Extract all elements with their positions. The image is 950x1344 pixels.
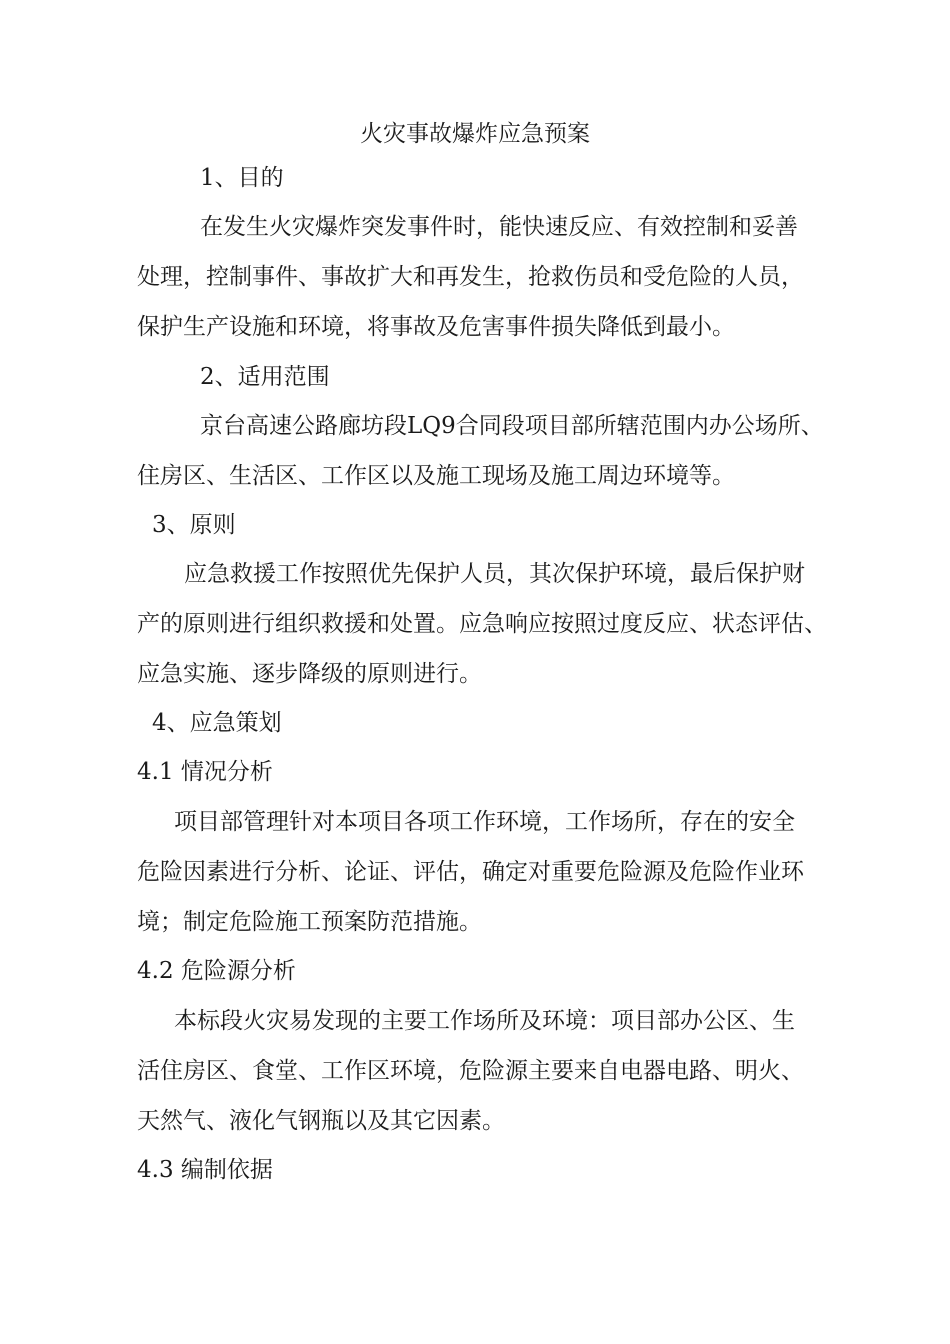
paragraph-line: 天然气、液化气钢瓶以及其它因素。 <box>137 1108 505 1134</box>
paragraph-line: 应急实施、逐步降级的原则进行。 <box>137 661 482 687</box>
section-heading-planning: 4、应急策划 <box>152 710 282 736</box>
section-heading-scope: 2、适用范围 <box>200 364 330 390</box>
paragraph-line: 处理，控制事件、事故扩大和再发生，抢救伤员和受危险的人员， <box>137 264 804 290</box>
paragraph-line: 产的原则进行组织救援和处置。应急响应按照过度反应、状态评估、 <box>137 611 827 637</box>
subsection-heading-situation: 4.1 情况分析 <box>137 759 273 785</box>
subsection-heading-basis: 4.3 编制依据 <box>137 1157 273 1183</box>
document-title: 火灾事故爆炸应急预案 <box>360 121 590 147</box>
paragraph-line: 活住房区、食堂、工作区环境，危险源主要来自电器电路、明火、 <box>137 1058 804 1084</box>
paragraph-line: 本标段火灾易发现的主要工作场所及环境：项目部办公区、生 <box>174 1008 795 1034</box>
paragraph-line: 在发生火灾爆炸突发事件时，能快速反应、有效控制和妥善 <box>200 214 798 240</box>
paragraph-line: 危险因素进行分析、论证、评估，确定对重要危险源及危险作业环 <box>137 859 804 885</box>
paragraph-line: 住房区、生活区、工作区以及施工现场及施工周边环境等。 <box>137 463 735 489</box>
paragraph-line: 项目部管理针对本项目各项工作环境，工作场所，存在的安全 <box>174 809 795 835</box>
section-heading-principles: 3、原则 <box>152 512 236 538</box>
paragraph-line: 境；制定危险施工预案防范措施。 <box>137 909 482 935</box>
section-heading-purpose: 1、目的 <box>200 165 284 191</box>
paragraph-line: 应急救援工作按照优先保护人员，其次保护环境，最后保护财 <box>184 561 805 587</box>
paragraph-line: 保护生产设施和环境，将事故及危害事件损失降低到最小。 <box>137 314 735 340</box>
paragraph-line: 京台高速公路廊坊段LQ9合同段项目部所辖范围内办公场所、 <box>200 413 824 439</box>
subsection-heading-hazard: 4.2 危险源分析 <box>137 958 296 984</box>
